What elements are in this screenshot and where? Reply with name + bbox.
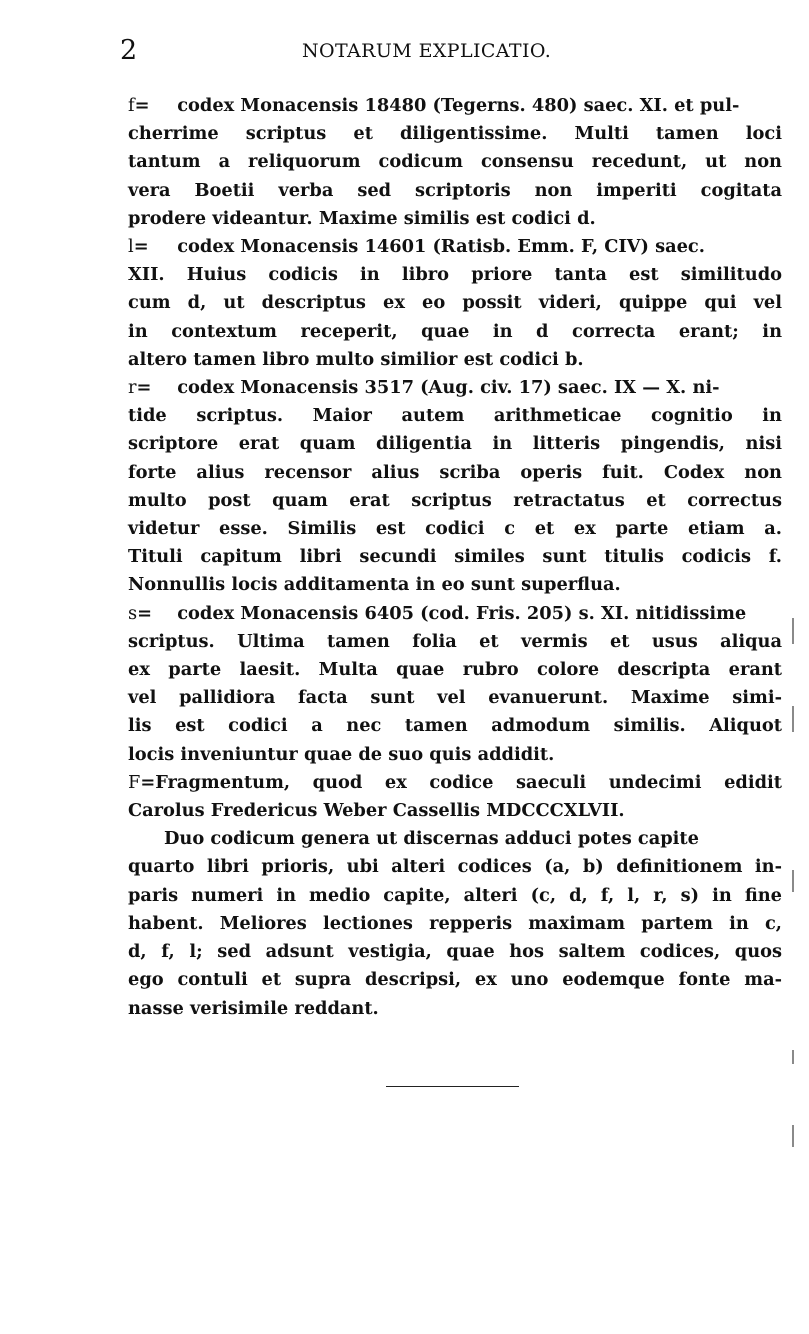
text-line: vel pallidiora facta sunt vel evanuerunt. Maxime simi- — [128, 687, 782, 709]
entry-siglum: f= — [128, 95, 150, 116]
closing-paragraph — [128, 825, 782, 1022]
text-line: Duo codicum genera ut discernas adduci potes capite — [164, 828, 699, 850]
entry-siglum: s= — [128, 602, 153, 624]
text-line: ex parte laesit. Multa quae rubro colore descripta erant — [128, 659, 782, 681]
text-line: Tituli capitum libri secundi similes sunt titulis codicis f. — [128, 546, 782, 568]
page-number: 2 — [120, 35, 138, 66]
text-line: ego contuli et supra descripsi, ex uno eodemque fonte ma- — [128, 969, 782, 991]
text-line: F=Fragmentum, quod ex codice saeculi undecimi edidit — [128, 771, 782, 793]
siglum-entry — [128, 600, 782, 769]
text-line: in contextum receperit, quae in d correcta erant; in — [128, 320, 782, 342]
entry-siglum: r= — [128, 377, 152, 399]
siglum-entry — [128, 92, 782, 233]
text-line: quarto libri prioris, ubi alteri codices (a, b) definitionem in- — [128, 856, 782, 878]
text-line: habent. Meliores lectiones repperis maximam partem in c, — [128, 912, 782, 934]
running-head — [120, 34, 780, 68]
siglum-entry — [128, 769, 782, 825]
entry-siglum: l= — [128, 236, 149, 258]
text-line: codex Monacensis 3517 (Aug. civ. 17) saec. IX — X. ni- — [177, 377, 720, 399]
text-line: lis est codici a nec tamen admodum similis. Aliquot — [128, 715, 782, 737]
scan-mark — [792, 870, 794, 892]
text-line: Carolus Fredericus Weber Cassellis MDCCCXLVII. — [128, 800, 625, 822]
main-text — [128, 92, 782, 1023]
text-line: cherrime scriptus et diligentissime. Multi tamen loci — [128, 123, 782, 145]
text-line: paris numeri in medio capite, alteri (c, d, f, l, r, s) in fine — [128, 884, 782, 906]
scan-mark — [792, 706, 794, 732]
siglum-entry — [128, 233, 782, 374]
text-line: tantum a reliquorum codicum consensu recedunt, ut non — [128, 151, 782, 173]
text-line: vera Boetii verba sed scriptoris non imperiti cogitata — [128, 179, 782, 201]
scan-mark — [792, 1050, 794, 1064]
text-line: Nonnullis locis additamenta in eo sunt superflua. — [128, 574, 621, 596]
text-line: scriptus. Ultima tamen folia et vermis et usus aliqua — [128, 630, 782, 652]
text-line: forte alius recensor alius scriba operis fuit. Codex non — [128, 461, 782, 483]
text-line: altero tamen libro multo similior est codici b. — [128, 348, 584, 370]
text-line: prodere videantur. Maxime similis est codici d. — [128, 207, 596, 229]
end-rule — [386, 1086, 519, 1087]
text-line: codex Monacensis 6405 (cod. Fris. 205) s. XI. nitidissime — [177, 602, 747, 624]
text-line: scriptore erat quam diligentia in litteris pingendis, nisi — [128, 433, 782, 455]
text-line: codex Monacensis 14601 (Ratisb. Emm. F, CIV) saec. — [177, 236, 705, 258]
siglum-entry — [128, 374, 782, 600]
text-line: videtur esse. Similis est codici c et ex parte etiam a. — [128, 518, 782, 540]
text-line: multo post quam erat scriptus retractatus et correctus — [128, 489, 782, 511]
text-line: nasse verisimile reddant. — [128, 997, 379, 1019]
text-line: tide scriptus. Maior autem arithmeticae cognitio in — [128, 405, 782, 427]
scan-mark — [792, 618, 794, 644]
text-line: cum d, ut descriptus ex eo possit videri, quippe qui vel — [128, 292, 782, 314]
running-title: NOTARUM EXPLICATIO. — [302, 40, 552, 62]
scan-mark — [792, 1125, 794, 1147]
text-line: XII. Huius codicis in libro priore tanta est similitudo — [128, 264, 782, 286]
text-line: d, f, l; sed adsunt vestigia, quae hos saltem codices, quos — [128, 941, 782, 963]
text-line: locis inveniuntur quae de suo quis addidit. — [128, 743, 555, 765]
text-line: codex Monacensis 18480 (Tegerns. 480) saec. XI. et pul- — [177, 95, 740, 116]
